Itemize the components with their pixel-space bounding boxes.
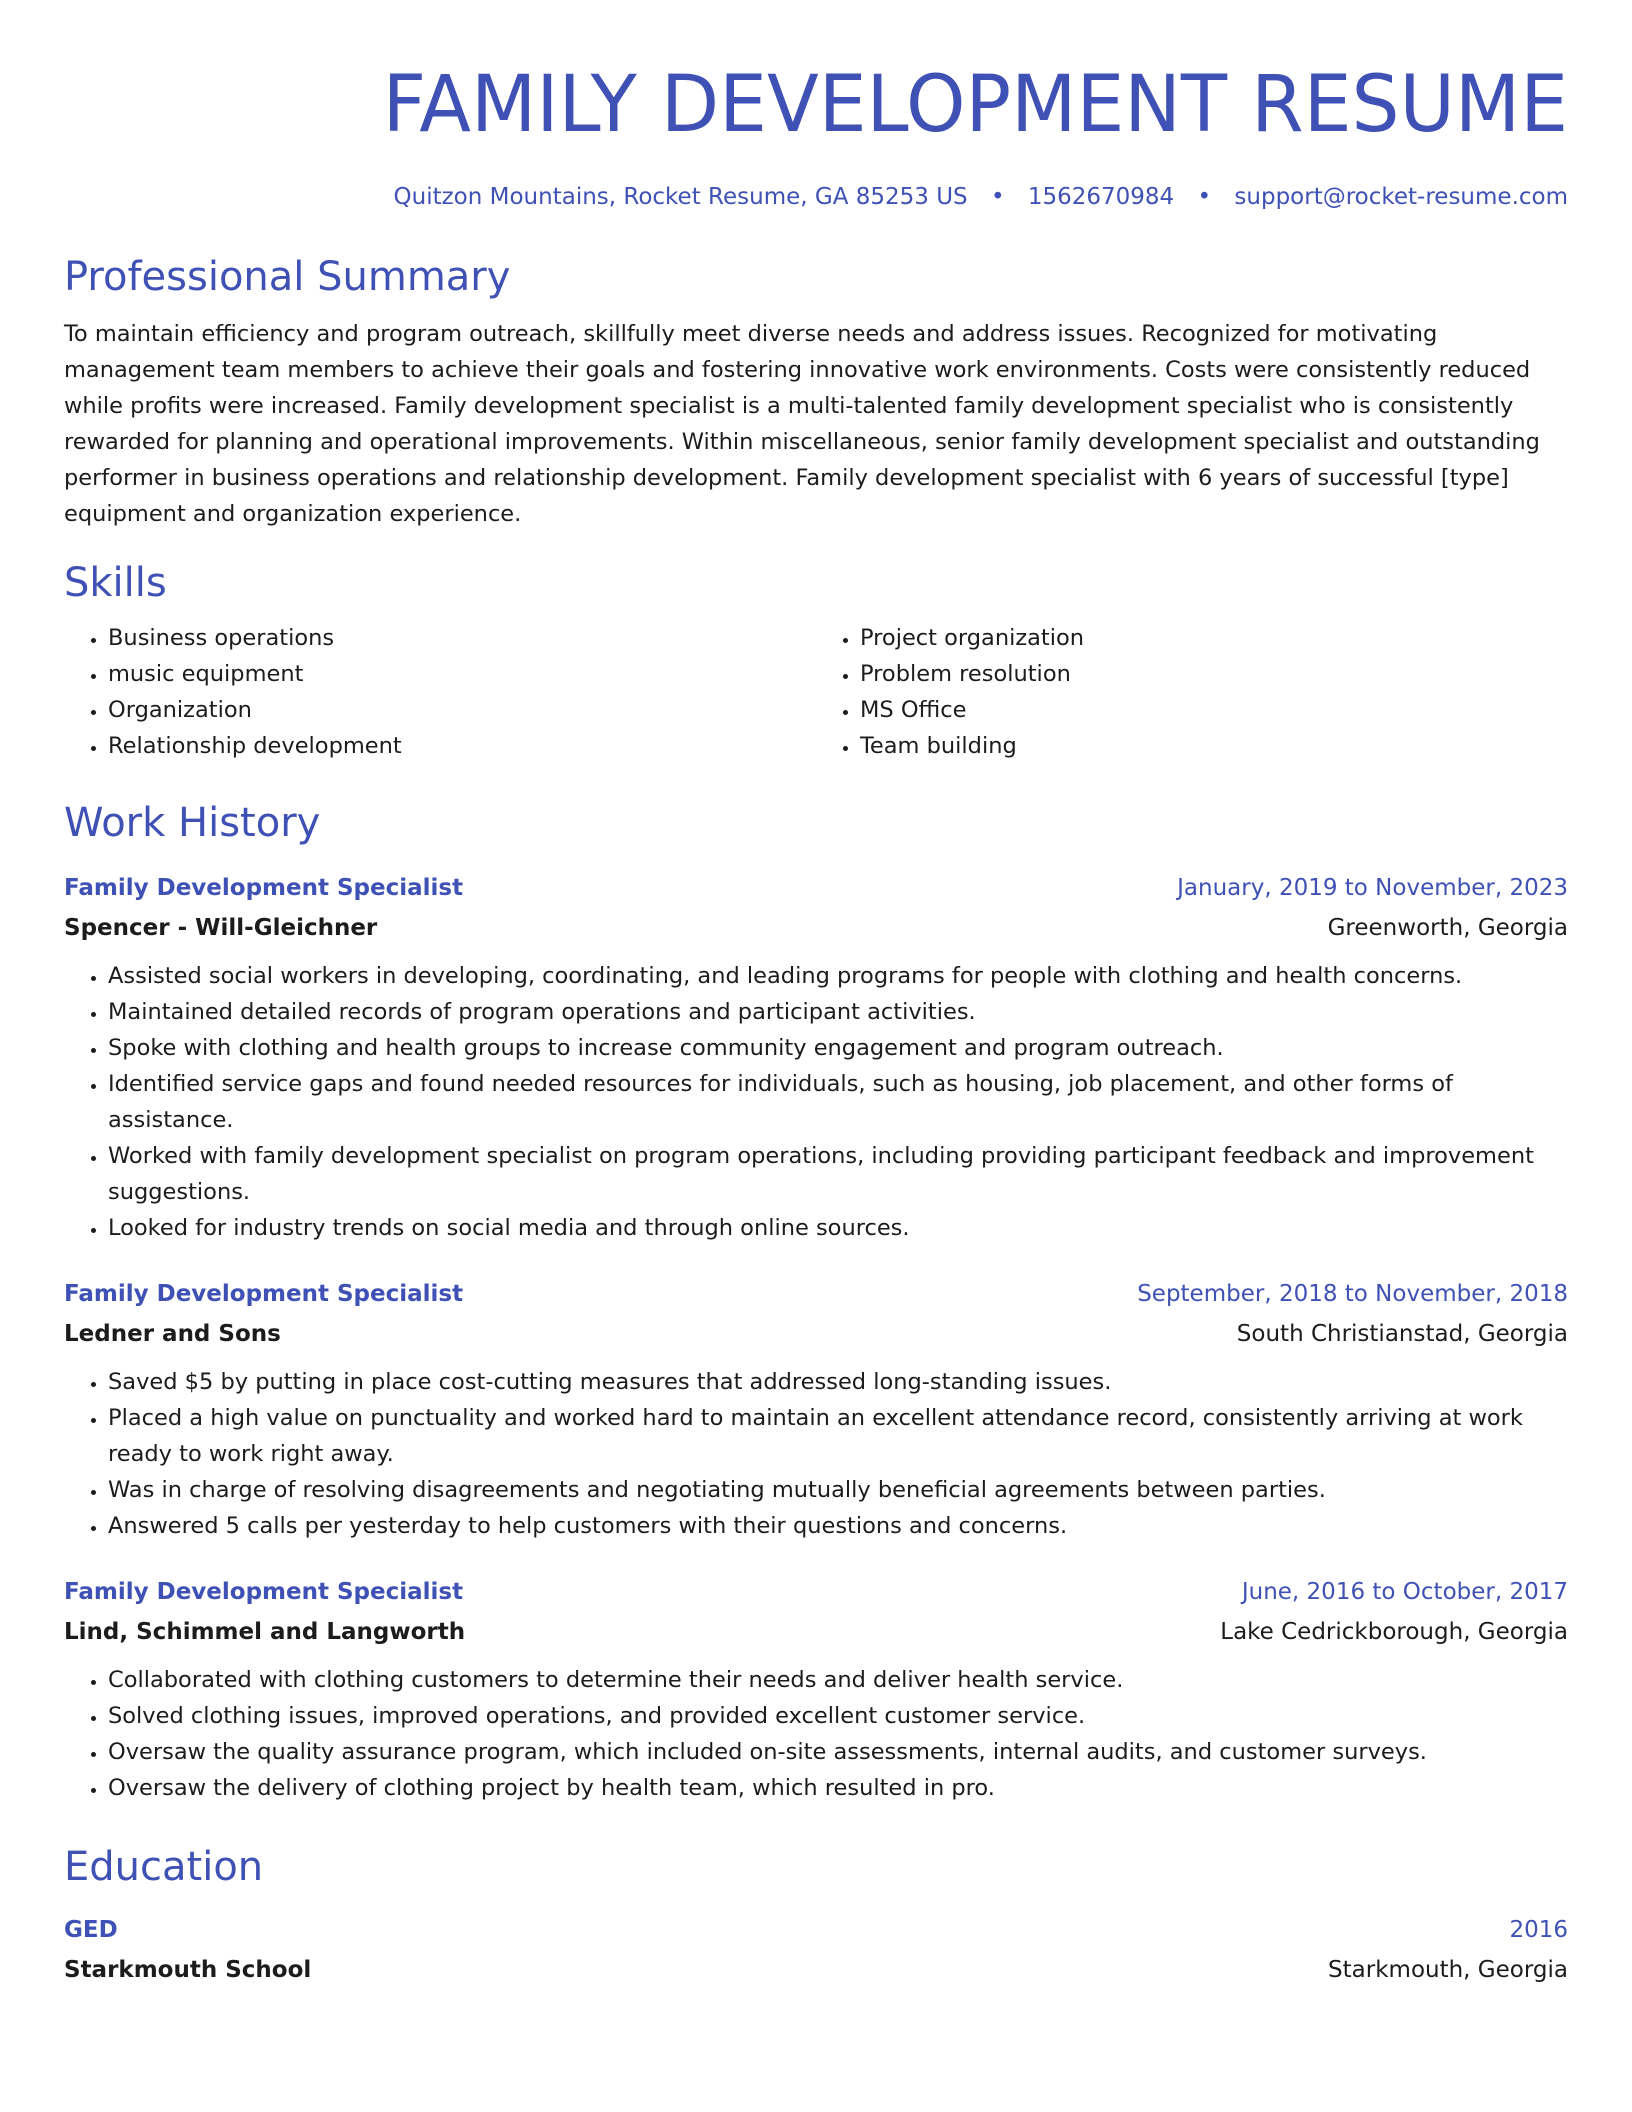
skills-section [64, 558, 1568, 764]
job-bullets [64, 1364, 1568, 1544]
job-company: Spencer - Will-Gleichner [64, 915, 378, 941]
education-location: Starkmouth, Georgia [1328, 1957, 1568, 1983]
skills-heading: Skills [64, 560, 167, 606]
job-bullets [64, 1662, 1568, 1806]
work-history-heading: Work History [64, 800, 321, 846]
skill-item: • Team building [860, 728, 1568, 764]
job-bullet: • Oversaw the delivery of clothing project by health team, which resulted in pro. [108, 1770, 1568, 1806]
job-bullet: • Saved $5 by putting in place cost-cutting measures that addressed long-standing issues. [108, 1364, 1568, 1400]
work-history-section [64, 798, 1568, 1806]
contact-separator: • [1197, 184, 1212, 210]
contact-line [64, 182, 1568, 212]
summary-section [64, 252, 1568, 532]
skills-column-right [816, 620, 1568, 764]
job-bullet: • Placed a high value on punctuality and worked hard to maintain an excellent attendance record, consistently arriving at work ready to work right away. [108, 1400, 1568, 1472]
contact-email: support@rocket-resume.com [1234, 184, 1568, 210]
skill-item: • MS Office [860, 692, 1568, 728]
summary-text: To maintain efficiency and program outreach, skillfully meet diverse needs and address issues. Recognized for motivating management team members to achieve their goals and fostering innovative work environments. Costs were consistently reduced while profits were increased. Family development specialist is a multi-talented family development specialist who is consistently rewarded for planning and operational improvements. Within miscellaneous, senior family development specialist and outstanding performer in business operations and relationship development. Family development specialist with 6 years of successful [type] equipment and organization experience. [64, 321, 1540, 527]
contact-address: Quitzon Mountains, Rocket Resume, GA 85253 US [393, 184, 968, 210]
job-bullet: • Worked with family development specialist on program operations, including providing participant feedback and improvement suggestions. [108, 1138, 1568, 1210]
job-bullet: • Looked for industry trends on social media and through online sources. [108, 1210, 1568, 1246]
job-entry [64, 1274, 1568, 1544]
contact-phone: 1562670984 [1027, 184, 1175, 210]
job-bullet: • Assisted social workers in developing, coordinating, and leading programs for people with clothing and health concerns. [108, 958, 1568, 994]
education-section [64, 1842, 1568, 1990]
skill-item: • music equipment [108, 656, 816, 692]
job-company: Lind, Schimmel and Langworth [64, 1619, 466, 1645]
job-company: Ledner and Sons [64, 1321, 281, 1347]
job-bullet: • Collaborated with clothing customers to determine their needs and deliver health service. [108, 1662, 1568, 1698]
job-location: South Christianstad, Georgia [1236, 1321, 1568, 1347]
education-school: Starkmouth School [64, 1957, 312, 1983]
job-dates: June, 2016 to October, 2017 [1241, 1579, 1568, 1605]
job-role: Family Development Specialist [64, 875, 464, 901]
job-role: Family Development Specialist [64, 1281, 464, 1307]
skill-item: • Project organization [860, 620, 1568, 656]
skills-list [64, 620, 1568, 764]
education-heading: Education [64, 1844, 264, 1890]
skills-column-left [64, 620, 816, 764]
job-entry [64, 868, 1568, 1246]
education-entry [64, 1910, 1568, 1990]
skill-item: • Problem resolution [860, 656, 1568, 692]
job-bullet: • Maintained detailed records of program operations and participant activities. [108, 994, 1568, 1030]
job-bullet: • Solved clothing issues, improved operations, and provided excellent customer service. [108, 1698, 1568, 1734]
job-role: Family Development Specialist [64, 1579, 464, 1605]
resume-title: FAMILY DEVELOPMENT RESUME [382, 60, 1569, 150]
job-bullet: • Answered 5 calls per yesterday to help customers with their questions and concerns. [108, 1508, 1568, 1544]
skill-item: • Business operations [108, 620, 816, 656]
job-bullet: • Was in charge of resolving disagreements and negotiating mutually beneficial agreements between parties. [108, 1472, 1568, 1508]
job-dates: January, 2019 to November, 2023 [1177, 875, 1568, 901]
job-bullet: • Identified service gaps and found needed resources for individuals, such as housing, job placement, and other forms of assistance. [108, 1066, 1568, 1138]
job-location: Greenworth, Georgia [1327, 915, 1568, 941]
job-bullet: • Spoke with clothing and health groups to increase community engagement and program outreach. [108, 1030, 1568, 1066]
job-location: Lake Cedrickborough, Georgia [1220, 1619, 1568, 1645]
summary-heading: Professional Summary [64, 254, 511, 300]
job-dates: September, 2018 to November, 2018 [1137, 1281, 1568, 1307]
job-bullet: • Oversaw the quality assurance program, which included on-site assessments, internal audits, and customer surveys. [108, 1734, 1568, 1770]
skill-item: • Relationship development [108, 728, 816, 764]
job-bullets [64, 958, 1568, 1246]
education-degree: GED [64, 1917, 118, 1943]
skill-item: • Organization [108, 692, 816, 728]
job-entry [64, 1572, 1568, 1806]
contact-separator: • [990, 184, 1005, 210]
education-year: 2016 [1509, 1917, 1568, 1943]
